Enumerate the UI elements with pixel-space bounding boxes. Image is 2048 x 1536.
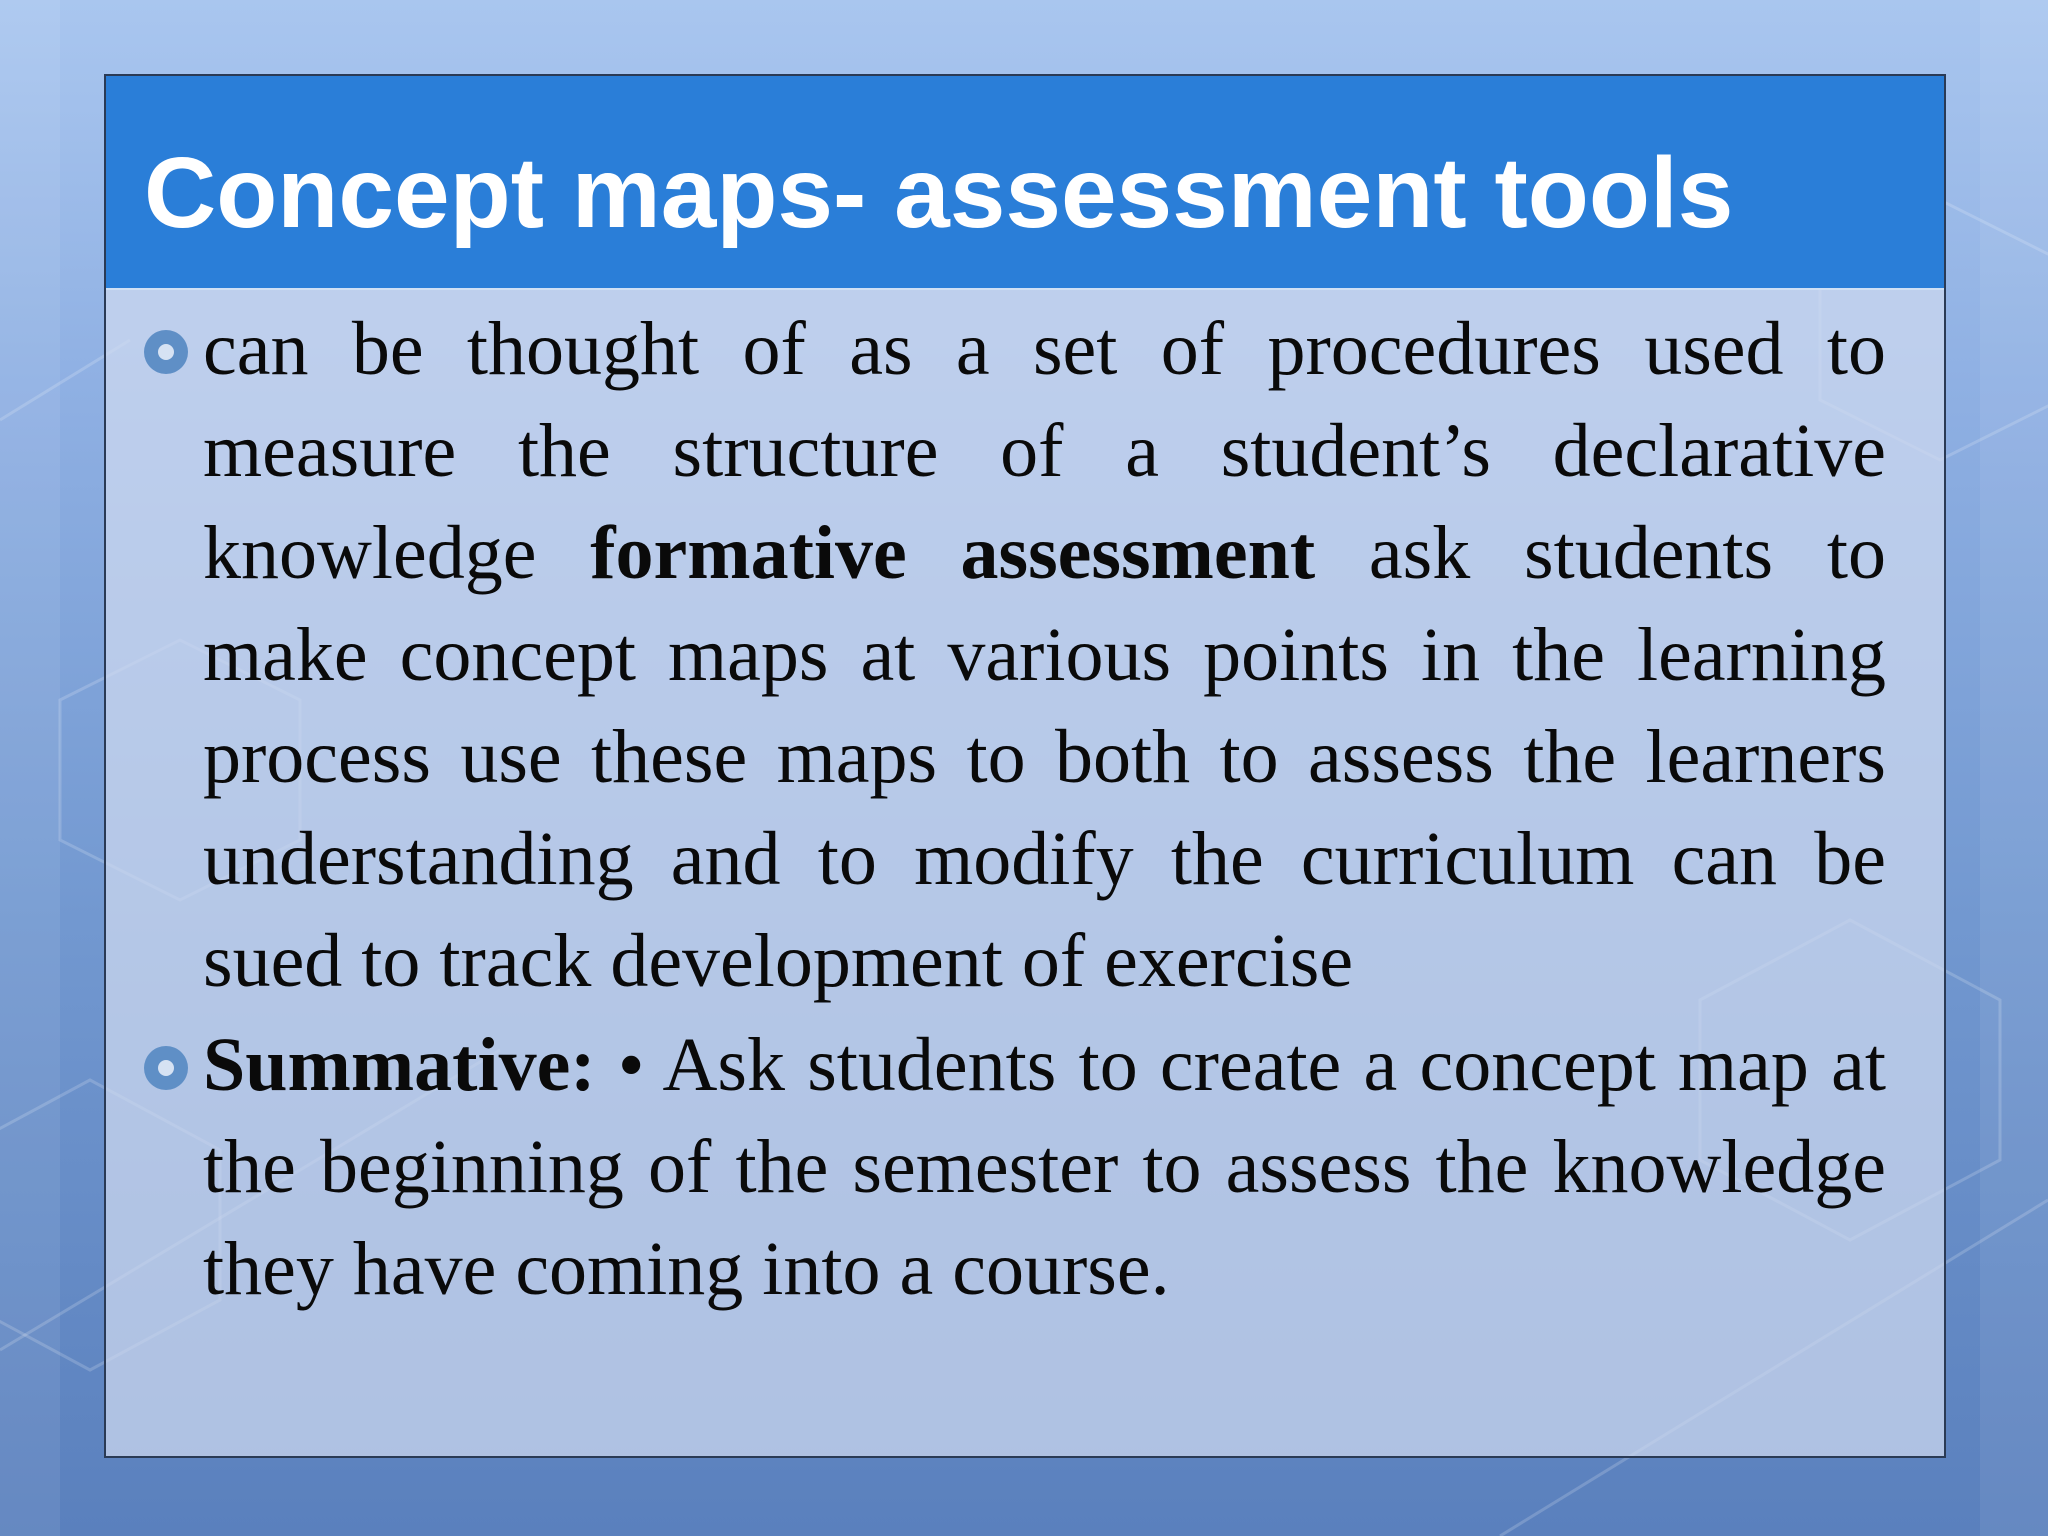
bullet-text-segment: can be thought of as a set of procedures used to measure the structure of a student’s declarative knowledge	[203, 307, 1886, 595]
title-bar	[106, 76, 1944, 290]
bullet-item-concept-maps	[106, 298, 1944, 1012]
bullet-list	[106, 290, 1944, 1320]
bullet-bold-segment: formative assessment	[590, 511, 1316, 595]
bullet-text-segment: ask students to make concept maps at various points in the learning process use these maps to both to assess the learners understanding and to modify the curriculum can be sued to track development of exercise	[203, 511, 1886, 1003]
bullet-bold-segment: Summative:	[203, 1023, 596, 1107]
ring-bullet-icon	[144, 1046, 188, 1090]
content-panel	[104, 74, 1946, 1458]
bullet-item-summative	[106, 1014, 1944, 1320]
bullet-text-segment: • Ask students to create a concept map at the beginning of the semester to assess the knowledge they have coming into a course.	[203, 1023, 1886, 1311]
ring-bullet-icon	[144, 330, 188, 374]
slide-title: Concept maps- assessment tools	[144, 137, 1734, 249]
